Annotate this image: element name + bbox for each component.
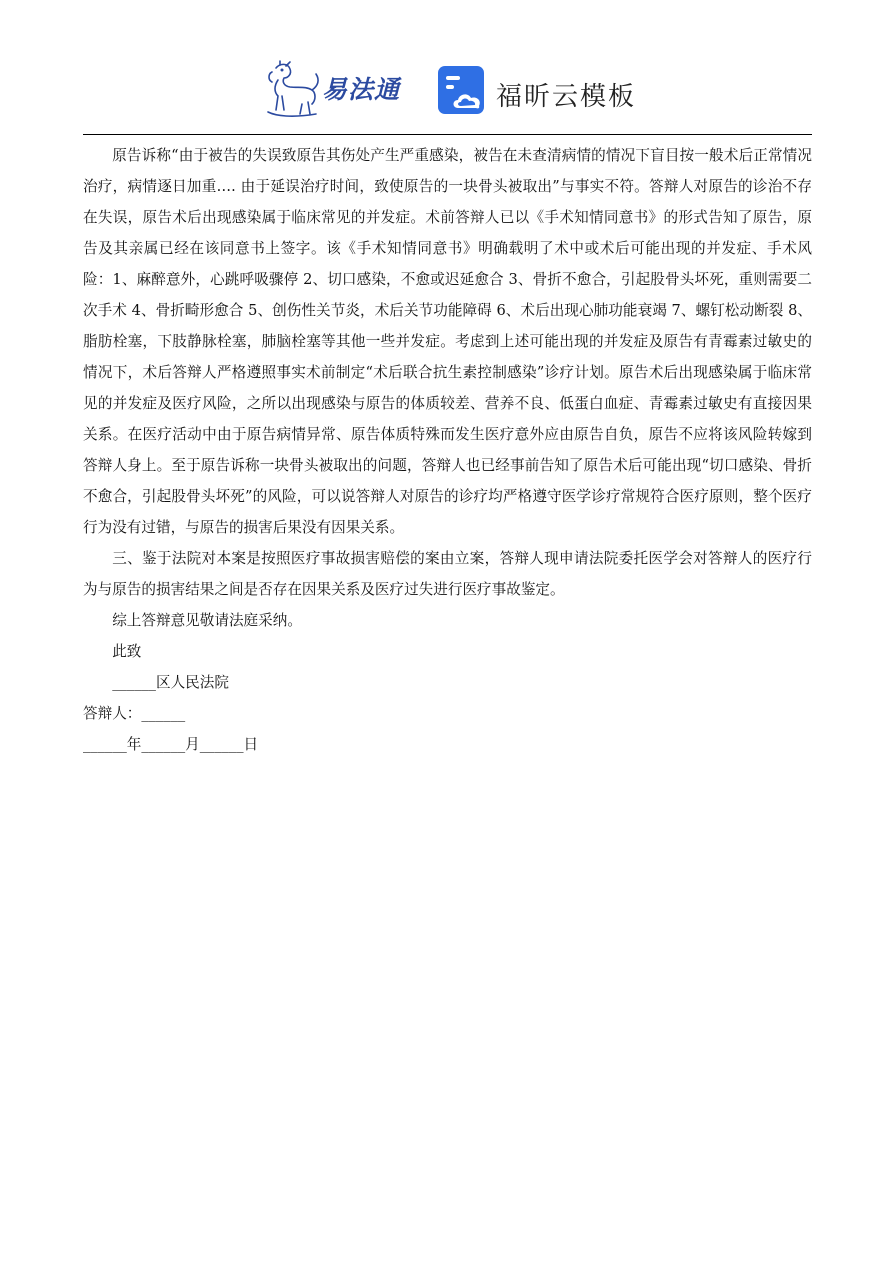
logo2-text: 福昕云模板: [496, 82, 637, 112]
header-divider: [83, 134, 812, 135]
document-header: [0, 58, 893, 124]
fuxin-template-logo: [436, 62, 636, 118]
qilin-emblem-icon: [262, 60, 322, 122]
paragraph-court-addressee: ______区人民法院: [112, 674, 229, 691]
yifatong-logo: [262, 58, 412, 124]
document-body: [83, 140, 812, 760]
signature-line: 答辩人：______: [83, 705, 186, 722]
date-line: ______年______月______日: [83, 736, 259, 753]
paragraph-salutation: 此致: [112, 643, 142, 660]
paragraph-conclusion: 综上答辩意见敬请法庭采纳。: [112, 612, 302, 629]
paragraph-appraisal-request: 三、鉴于法院对本案是按照医疗事故损害赔偿的案由立案，答辩人现申请法院委托医学会对答辩人的医疗行为与原告的损害结果之间是否存在因果关系及医疗过失进行医疗事故鉴定。: [83, 550, 812, 598]
paragraph-defense-facts: 原告诉称“由于被告的失误致原告其伤处产生严重感染，被告在未查清病情的情况下盲目按一般术后正常情况治疗，病情逐日加重…. 由于延误治疗时间，致使原告的一块骨头被取出”与事实不符。答辩人对原告的诊治不存在失误，原告术后出现感染属于临床常见的并发症。术前答辩人已以《手术知情同意书》的形式告知了原告，原告及其亲属已经在该同意书上签字。该《手术知情同意书》明确载明了术中或术后可能出现的并发症、手术风险：1、麻醉意外，心跳呼吸骤停 2、切口感染，不愈或迟延愈合 3、骨折不愈合，引起股骨头坏死，重则需要二次手术 4、骨折畸形愈合 5、创伤性关节炎，术后关节功能障碍 6、术后出现心肺功能衰竭 7、螺钉松动断裂 8、脂肪栓塞，下肢静脉栓塞，肺脑栓塞等其他一些并发症。考虑到上述可能出现的并发症及原告有青霉素过敏史的情况下，术后答辩人严格遵照事实术前制定“术后联合抗生素控制感染”诊疗计划。原告术后出现感染属于临床常见的并发症及医疗风险，之所以出现感染与原告的体质较差、营养不良、低蛋白血症、青霉素过敏史有直接因果关系。在医疗活动中由于原告病情异常、原告体质特殊而发生医疗意外应由原告自负，原告不应将该风险转嫁到答辩人身上。至于原告诉称一块骨头被取出的问题，答辩人也已经事前告知了原告术后可能出现“切口感染、骨折不愈合，引起股骨头坏死”的风险，可以说答辩人对原告的诊疗均严格遵守医学诊疗常规符合医疗原则，整个医疗行为没有过错，与原告的损害后果没有因果关系。: [83, 147, 812, 536]
logo1-text: 易法通: [322, 75, 401, 104]
cloud-document-icon: [436, 64, 488, 116]
